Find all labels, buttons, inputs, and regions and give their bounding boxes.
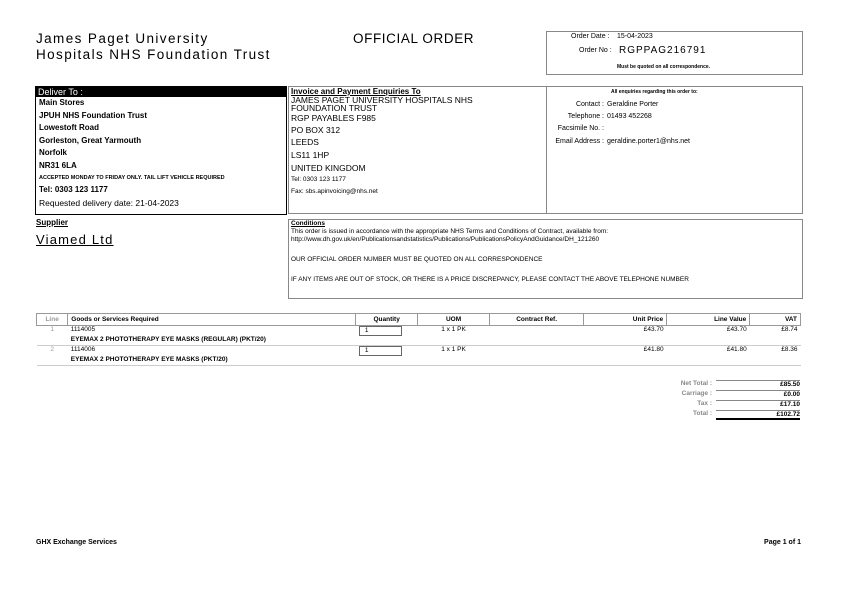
supplier-heading: Supplier bbox=[36, 218, 69, 227]
email-value: geraldine.porter1@nhs.net bbox=[607, 138, 690, 145]
document-title: OFFICIAL ORDER bbox=[353, 31, 475, 46]
row-line-value: £43.70 bbox=[726, 326, 747, 333]
invoice-line: PO BOX 312 bbox=[291, 125, 341, 135]
net-total-value: £85.50 bbox=[716, 380, 800, 390]
row-quantity: 1 bbox=[359, 346, 402, 356]
order-date-label: Order Date : bbox=[571, 33, 610, 40]
contact-label: Contact : bbox=[575, 101, 604, 108]
col-header-line-value: Line Value bbox=[667, 314, 750, 326]
order-items-table bbox=[36, 313, 801, 366]
invoice-line: RGP PAYABLES F985 bbox=[291, 113, 376, 123]
totals-block bbox=[652, 380, 800, 420]
net-total-label: Net Total : bbox=[680, 380, 712, 387]
deliver-line: Norfolk bbox=[39, 148, 67, 157]
col-header-line: Line bbox=[37, 314, 68, 326]
table-header-row bbox=[37, 314, 801, 326]
row-uom: 1 x 1 PK bbox=[441, 346, 466, 353]
row-uom: 1 x 1 PK bbox=[441, 326, 466, 333]
org-line-2: Hospitals NHS Foundation Trust bbox=[36, 47, 271, 62]
deliver-line: Main Stores bbox=[39, 98, 85, 107]
organisation-name bbox=[36, 31, 271, 63]
conditions-box bbox=[288, 219, 803, 299]
delivery-note: ACCEPTED MONDAY TO FRIDAY ONLY. TAIL LIFT VEHICLE REQUIRED bbox=[39, 175, 225, 181]
carriage-label: Carriage : bbox=[681, 390, 712, 397]
order-details-box bbox=[546, 31, 803, 75]
col-header-contract: Contract Ref. bbox=[490, 314, 584, 326]
order-quote-note: Must be quoted on all correspondence. bbox=[617, 64, 711, 70]
conditions-link[interactable]: http://www.dh.gov.uk/en/Publicationsandstatistics/Publications/PublicationsPolicyAndGuidance/DH_121260 bbox=[291, 236, 600, 243]
col-header-quantity: Quantity bbox=[356, 314, 418, 326]
deliver-telephone: Tel: 0303 123 1177 bbox=[39, 185, 108, 194]
row-unit-price: £43.70 bbox=[643, 326, 664, 333]
conditions-line: OUR OFFICIAL ORDER NUMBER MUST BE QUOTED ON ALL CORRESPONDENCE bbox=[291, 256, 543, 263]
row-description: EYEMAX 2 PHOTOTHERAPY EYE MASKS (REGULAR) (PKT/20) bbox=[68, 336, 801, 346]
tax-value: £17.10 bbox=[716, 400, 800, 410]
col-header-vat: VAT bbox=[750, 314, 801, 326]
row-description: EYEMAX 2 PHOTOTHERAPY EYE MASKS (PKT/20) bbox=[68, 356, 801, 366]
carriage-value: £0.00 bbox=[716, 390, 800, 400]
telephone-label: Telephone : bbox=[567, 113, 604, 120]
row-line-value: £41.80 bbox=[726, 346, 747, 353]
col-header-goods: Goods or Services Required bbox=[68, 314, 356, 326]
invoice-line: JAMES PAGET UNIVERSITY HOSPITALS NHS bbox=[291, 95, 473, 105]
invoice-line: LS11 1HP bbox=[291, 150, 330, 160]
deliver-to-box bbox=[35, 86, 287, 215]
table-row bbox=[37, 326, 801, 337]
facsimile-label: Facsimile No. : bbox=[557, 125, 604, 132]
conditions-heading: Conditions bbox=[291, 220, 325, 227]
row-unit-price: £41.80 bbox=[643, 346, 664, 353]
total-label: Total : bbox=[692, 410, 712, 417]
order-number-label: Order No : bbox=[579, 47, 612, 54]
table-row-description bbox=[37, 356, 801, 366]
requested-delivery-date: Requested delivery date: 21-04-2023 bbox=[39, 197, 179, 208]
invoice-line: UNITED KINGDOM bbox=[291, 163, 366, 173]
footer-left: GHX Exchange Services bbox=[36, 539, 117, 546]
deliver-to-heading: Deliver To : bbox=[36, 87, 286, 97]
conditions-line: This order is issued in accordance with the appropriate NHS Terms and Conditions of Contract, available from: bbox=[291, 228, 609, 235]
row-vat: £8.36 bbox=[781, 346, 798, 353]
contact-value: Geraldine Porter bbox=[607, 101, 659, 108]
conditions-line: IF ANY ITEMS ARE OUT OF STOCK, OR THERE IS A PRICE DISCREPANCY, PLEASE CONTACT THE ABOVE TELEPHONE NUMBER bbox=[291, 276, 689, 283]
order-enquiries-box bbox=[546, 86, 803, 214]
invoice-enquiries-box bbox=[288, 86, 547, 214]
col-header-unit-price: Unit Price bbox=[584, 314, 667, 326]
invoice-fax: Fax: sbs.apinvoicing@nhs.net bbox=[291, 188, 378, 195]
deliver-line: NR31 6LA bbox=[39, 160, 77, 170]
row-contract-ref bbox=[490, 326, 584, 337]
deliver-line: Lowestoft Road bbox=[39, 123, 99, 132]
order-number-value: RGPPAG216791 bbox=[619, 45, 707, 56]
row-vat: £8.74 bbox=[781, 326, 798, 333]
col-header-uom: UOM bbox=[417, 314, 489, 326]
table-row bbox=[37, 346, 801, 357]
total-value: £102.72 bbox=[716, 410, 800, 420]
deliver-line: JPUH NHS Foundation Trust bbox=[39, 110, 147, 120]
row-contract-ref bbox=[490, 346, 584, 357]
row-line-number: 1 bbox=[37, 326, 68, 346]
row-quantity: 1 bbox=[359, 326, 402, 336]
telephone-value: 01493 452268 bbox=[607, 113, 652, 120]
row-item-code: 1114005 bbox=[70, 326, 96, 333]
invoice-line: LEEDS bbox=[291, 137, 319, 147]
row-line-number: 2 bbox=[37, 346, 68, 366]
invoice-line: FOUNDATION TRUST bbox=[291, 103, 378, 113]
invoice-telephone: Tel: 0303 123 1177 bbox=[291, 176, 346, 183]
email-label: Email Address : bbox=[555, 138, 604, 145]
invoice-heading: Invoice and Payment Enquiries To bbox=[291, 87, 421, 96]
enquiries-note: All enquiries regarding this order to: bbox=[611, 89, 698, 95]
table-row-description bbox=[37, 336, 801, 346]
row-item-code: 1114006 bbox=[70, 346, 96, 353]
order-date-value: 15-04-2023 bbox=[617, 33, 653, 40]
tax-label: Tax : bbox=[697, 400, 712, 407]
page-number: Page 1 of 1 bbox=[764, 539, 801, 546]
supplier-name: Viamed Ltd bbox=[36, 232, 114, 247]
deliver-line: Gorleston, Great Yarmouth bbox=[39, 135, 142, 145]
org-line-1: James Paget University bbox=[36, 31, 209, 46]
